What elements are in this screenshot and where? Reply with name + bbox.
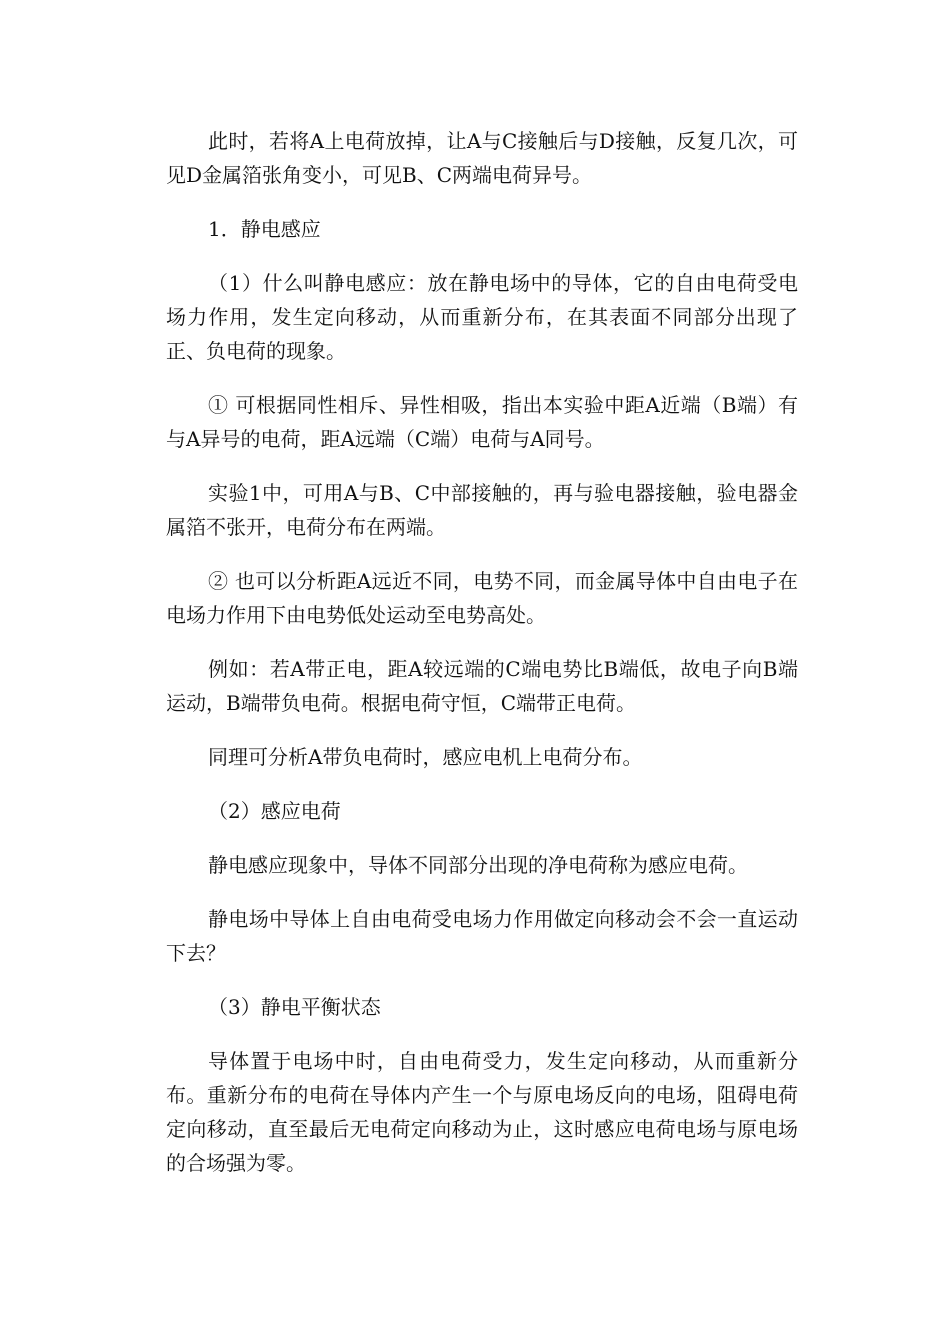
paragraph-question: 静电场中导体上自由电荷受电场力作用做定向移动会不会一直运动下去？ <box>166 907 798 965</box>
paragraph-definition: （1）什么叫静电感应：放在静电场中的导体，它的自由电荷受电场力作用，发生定向移动，从而重新分布，在其表面不同部分出现了正、负电荷的现象。 <box>166 271 798 363</box>
paragraph-discharge-experiment: 此时，若将A上电荷放掉，让A与C接触后与D接触，反复几次，可见D金属箔张角变小，可见B、C两端电荷异号。 <box>166 129 798 187</box>
subheading-electrostatic-equilibrium: （3）静电平衡状态 <box>208 995 381 1019</box>
paragraph-example: 例如：若A带正电，距A较远端的C端电势比B端低，故电子向B端运动，B端带负电荷。根据电荷守恒，C端带正电荷。 <box>166 657 798 715</box>
paragraph-experiment-one: 实验1中，可用A与B、C中部接触的，再与验电器接触，验电器金属箔不张开，电荷分布在两端。 <box>166 481 798 539</box>
section-heading-electrostatic-induction: 1．静电感应 <box>208 217 321 241</box>
paragraph-negative-case: 同理可分析A带负电荷时，感应电机上电荷分布。 <box>208 745 643 769</box>
paragraph-point-one: ① 可根据同性相斥、异性相吸，指出本实验中距A近端（B端）有与A异号的电荷，距A远端（C端）电荷与A同号。 <box>166 393 798 451</box>
document-body <box>166 124 798 1200</box>
paragraph-equilibrium-explanation: 导体置于电场中时，自由电荷受力，发生定向移动，从而重新分布。重新分布的电荷在导体内产生一个与原电场反向的电场，阻碍电荷定向移动，直至最后无电荷定向移动为止，这时感应电荷电场与原电场的合场强为零。 <box>166 1049 798 1175</box>
subheading-induced-charge: （2）感应电荷 <box>208 799 341 823</box>
paragraph-point-two: ② 也可以分析距A远近不同，电势不同，而金属导体中自由电子在电场力作用下由电势低处运动至电势高处。 <box>166 569 798 627</box>
paragraph-induced-charge-definition: 静电感应现象中，导体不同部分出现的净电荷称为感应电荷。 <box>208 853 748 877</box>
